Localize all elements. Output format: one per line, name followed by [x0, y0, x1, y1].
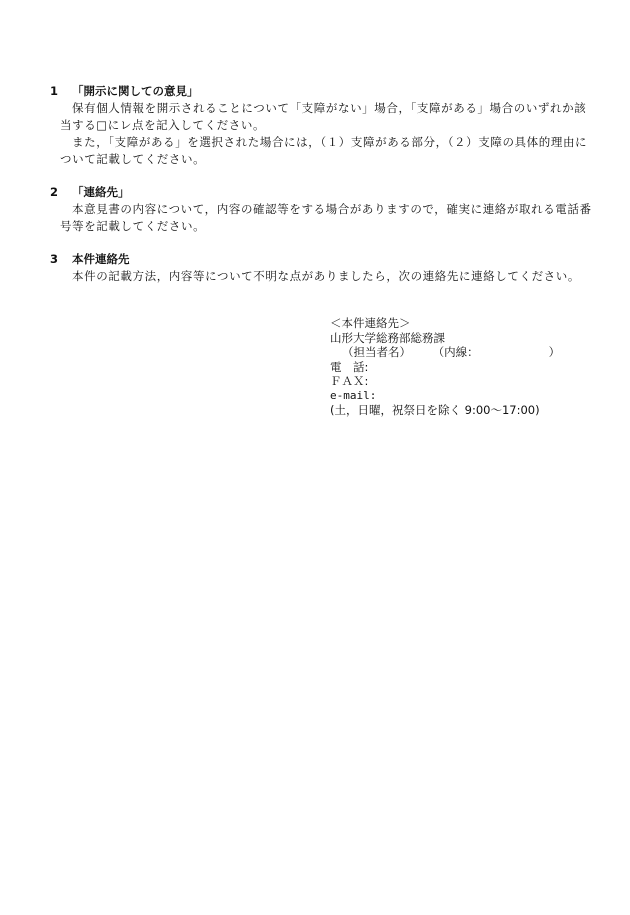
section-opinion	[50, 82, 595, 168]
section-paragraph: 保有個人情報を開示されることについて「支障がない」場合，「支障がある」場合のいずれか該当する□にレ点を記入してください。	[60, 101, 587, 132]
section-heading	[50, 183, 595, 201]
section-paragraph: 本件の記載方法，内容等について不明な点がありましたら，次の連絡先に連絡してください。	[72, 269, 580, 283]
contact-person-row	[330, 345, 610, 360]
section-number: 1	[50, 84, 59, 98]
contact-extension	[415, 345, 561, 359]
section-title: 「開示に関しての意見」	[72, 84, 199, 98]
section-number: 2	[50, 185, 59, 199]
contact-phone: 電 話:	[330, 359, 369, 374]
section-heading	[50, 250, 595, 268]
section-number: 3	[50, 252, 59, 266]
section-paragraph: また，「支障がある」を選択された場合には，（１）支障がある部分，（２）支障の具体的理由について記載してください。	[60, 135, 588, 166]
contact-header: ＜本件連絡先＞	[330, 316, 411, 330]
contact-extension-close: ）	[548, 345, 561, 359]
section-title: 本件連絡先	[72, 252, 130, 266]
section-paragraph: 本意見書の内容について，内容の確認等をする場合がありますので，確実に連絡が取れる電話番号等を記載してください。	[60, 202, 592, 233]
section-inquiry	[50, 250, 595, 285]
contact-email: e-mail:	[330, 388, 377, 402]
contact-extension-open: （内線：	[432, 345, 479, 359]
contact-office: 山形大学総務部総務課	[330, 330, 445, 345]
section-heading	[50, 82, 595, 100]
section-contact-info	[50, 183, 595, 235]
contact-fax: ＦＡＸ:	[330, 374, 369, 388]
section-title: 「連絡先」	[72, 185, 130, 199]
contact-block	[330, 316, 610, 418]
contact-person: （担当者名）	[342, 345, 411, 359]
contact-hours: (土，日曜，祝祭日を除く 9:00～17:00)	[330, 403, 540, 417]
